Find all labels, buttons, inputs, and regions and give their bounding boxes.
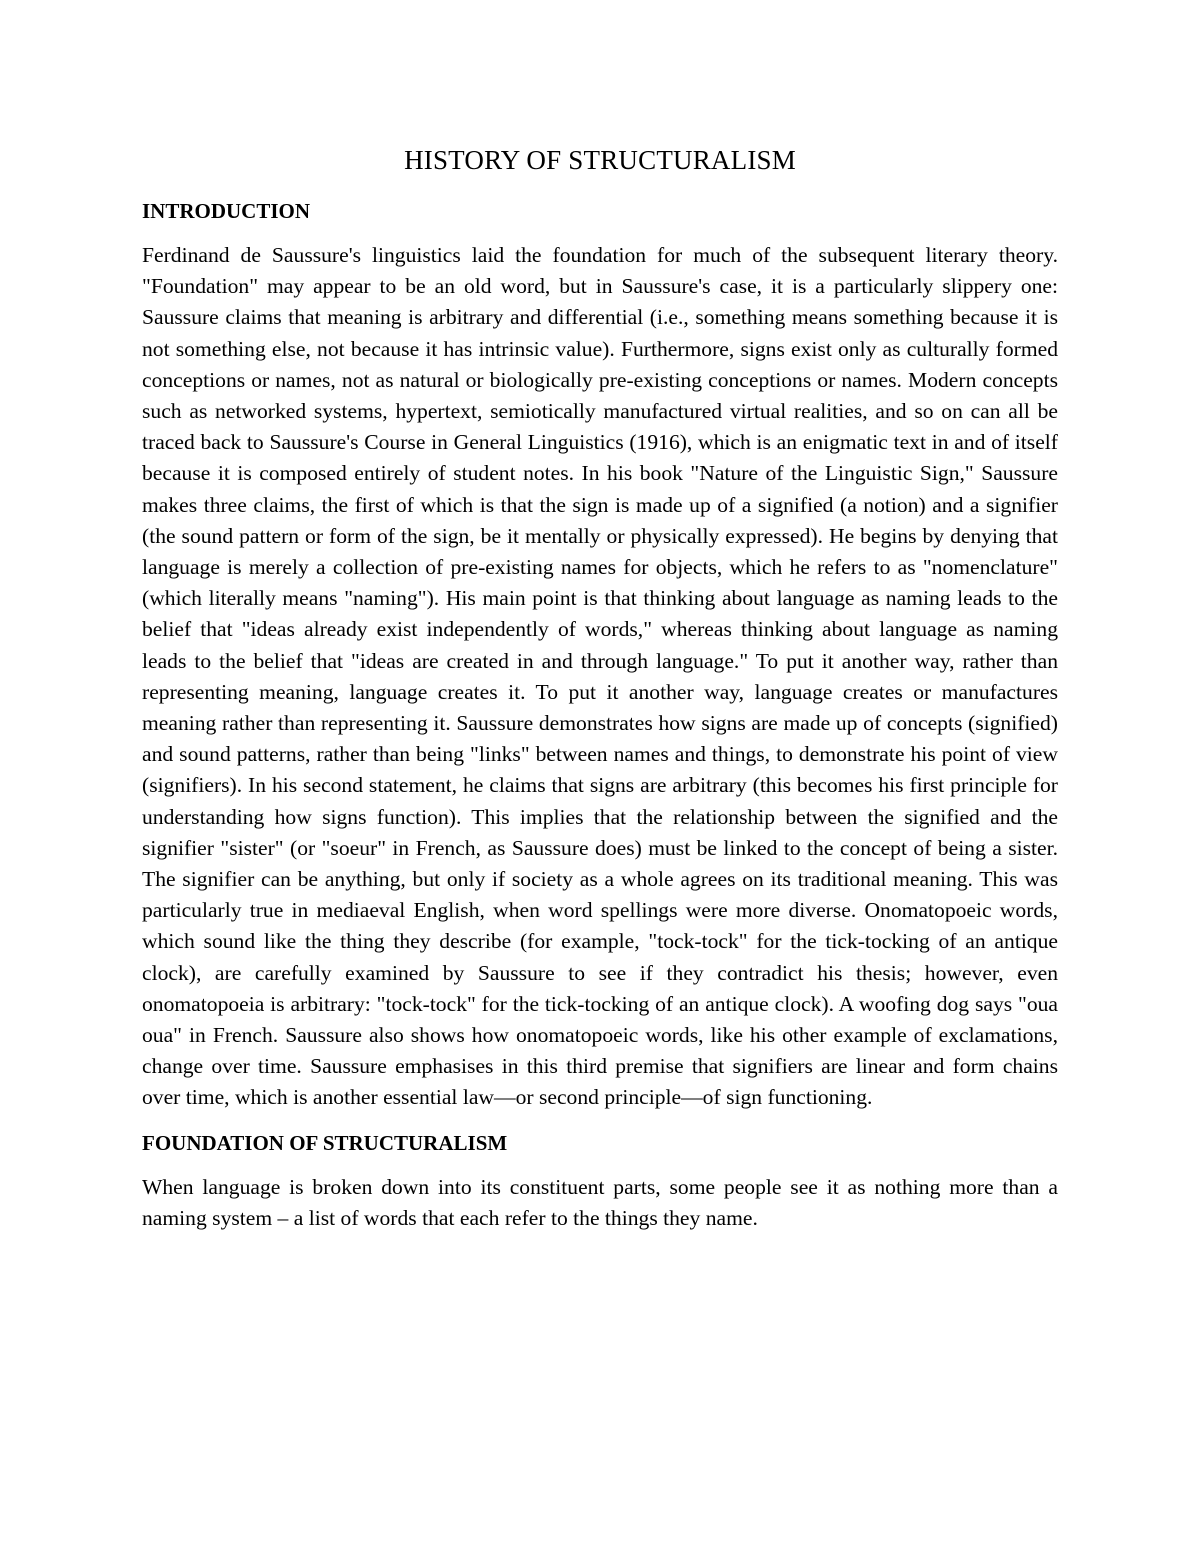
section-heading: INTRODUCTION bbox=[142, 199, 311, 223]
section-heading: FOUNDATION OF STRUCTURALISM bbox=[142, 1130, 508, 1155]
document-title: HISTORY OF STRUCTURALISM bbox=[404, 145, 796, 175]
section-introduction bbox=[142, 196, 1058, 1114]
body-paragraph: Ferdinand de Saussure's linguistics laid the foundation for much of the subsequent literary theory. "Foundation" may appear to be an old word, but in Saussure's case, it is a particularly slippery one: Saussure claims that meaning is arbitrary and differential (i.e., something means something because it is not something else, not because it has intrinsic value). Furthermore, signs exist only as culturally formed conceptions or names, not as natural or biologically pre-existing conceptions or names. Modern concepts such as networked systems, hypertext, semiotically manufactured virtual realities, and so on can all be traced back to Saussure's Course in General Linguistics (1916), which is an enigmatic text in and of itself because it is composed entirely of student notes. In his book "Nature of the Linguistic Sign," Saussure makes three claims, the first of which is that the sign is made up of a signified (a notion) and a signifier (the sound pattern or form of the sign, be it mentally or physically expressed). He begins by denying that language is merely a collection of pre-existing names for objects, which he refers to as "nomenclature" (which literally means "naming"). His main point is that thinking about language as naming leads to the belief that "ideas already exist independently of words," whereas thinking about language as naming leads to the belief that "ideas are created in and through language." To put it another way, rather than representing meaning, language creates it. To put it another way, language creates or manufactures meaning rather than representing it. Saussure demonstrates how signs are made up of concepts (signified) and sound patterns, rather than being "links" between names and things, to demonstrate his point of view (signifiers). In his second statement, he claims that signs are arbitrary (this becomes his first principle for understanding how signs function). This implies that the relationship between the signified and the signifier "sister" (or "soeur" in French, as Saussure does) must be linked to the concept of being a sister. The signifier can be anything, but only if society as a whole agrees on its traditional meaning. This was particularly true in mediaeval English, when word spellings were more diverse. Onomatopoeic words, which sound like the thing they describe (for example, "tock-tock" for the tick-tocking of an antique clock), are carefully examined by Saussure to see if they contradict his thesis; however, even onomatopoeia is arbitrary: "tock-tock" for the tick-tocking of an antique clock). A woofing dog says "oua oua" in French. Saussure also shows how onomatopoeic words, like his other example of exclamations, change over time. Saussure emphasises in this third premise that signifiers are linear and form chains over time, which is another essential law—or second principle—of sign functioning. bbox=[142, 243, 1058, 1110]
section-foundation bbox=[142, 1128, 1058, 1234]
body-paragraph: When language is broken down into its constituent parts, some people see it as nothing more than a naming system – a list of words that each refer to the things they name. bbox=[142, 1174, 1058, 1230]
document-page bbox=[142, 140, 1058, 1248]
